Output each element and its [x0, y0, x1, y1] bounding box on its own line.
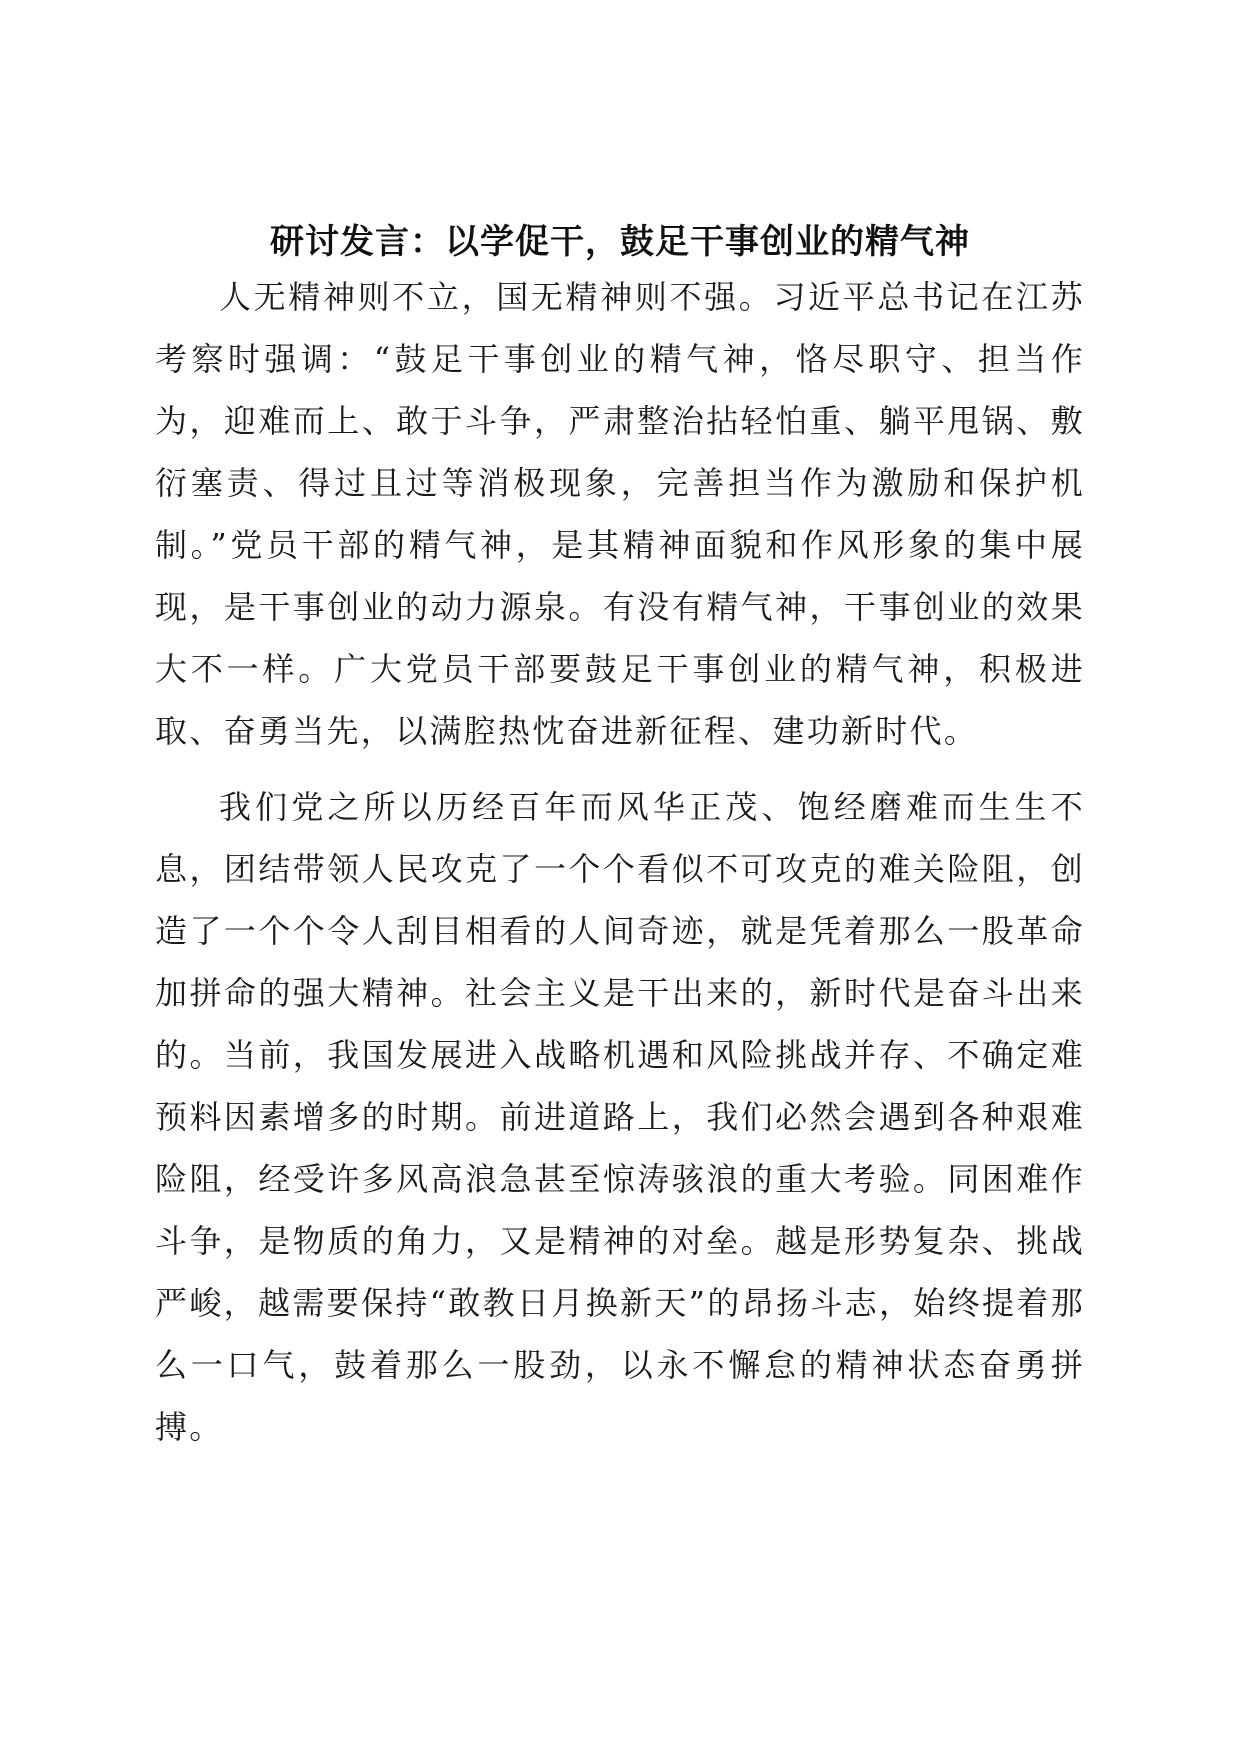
body-paragraph-1: 人无精神则不立，国无精神则不强。习近平总书记在江苏考察时强调：“鼓足干事创业的精气神，恪尽职守、担当作为，迎难而上、敢于斗争，严肃整治拈轻怕重、躺平甩锅、敷衍塞责、得过且过等消极现象，完善担当作为激励和保护机制。”党员干部的精气神，是其精神面貌和作风形象的集中展现，是干事创业的动力源泉。有没有精气神，干事创业的效果大不一样。广大党员干部要鼓足干事创业的精气神，积极进取、奋勇当先，以满腔热忱奋进新征程、建功新时代。 — [155, 278, 1085, 750]
document-title: 研讨发言：以学促干，鼓足干事创业的精气神 — [270, 222, 970, 262]
body-paragraph-2: 我们党之所以历经百年而风华正茂、饱经磨难而生生不息，团结带领人民攻克了一个个看似不可攻克的难关险阻，创造了一个个令人刮目相看的人间奇迹，就是凭着那么一股革命加拼命的强大精神。社会主义是干出来的，新时代是奋斗出来的。当前，我国发展进入战略机遇和风险挑战并存、不确定难预料因素增多的时期。前进道路上，我们必然会遇到各种艰难险阻，经受许多风高浪急甚至惊涛骇浪的重大考验。同困难作斗争，是物质的角力，又是精神的对垒。越是形势复杂、挑战严峻，越需要保持“敢教日月换新天”的昂扬斗志，始终提着那么一口气，鼓着那么一股劲，以永不懈怠的精神状态奋勇拼搏。 — [155, 788, 1085, 1446]
